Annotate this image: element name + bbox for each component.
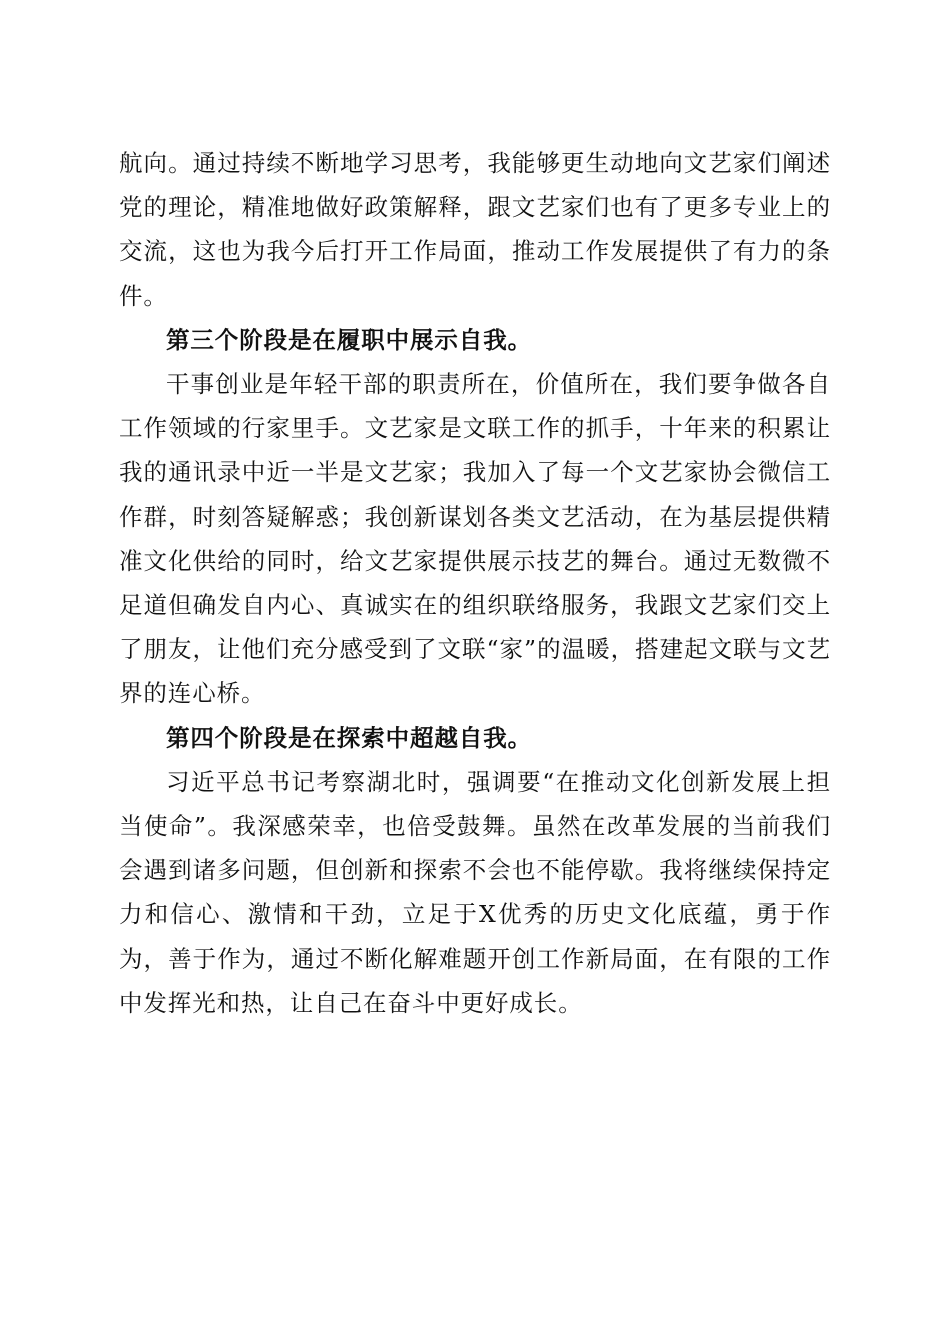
- paragraph-continued: 航向。通过持续不断地学习思考，我能够更生动地向文艺家们阐述党的理论，精准地做好政策解释，跟文艺家们也有了更多专业上的交流，这也为我今后打开工作局面，推动工作发展提供了有力的条件。: [119, 149, 831, 310]
- section-heading-stage-four: 第四个阶段是在探索中超越自我。: [166, 723, 532, 752]
- paragraph-stage-three: 干事创业是年轻干部的职责所在，价值所在，我们要争做各自工作领域的行家里手。文艺家是文联工作的抓手，十年来的积累让我的通讯录中近一半是文艺家；我加入了每一个文艺家协会微信工作群，时刻答疑解惑；我创新谋划各类文艺活动，在为基层提供精准文化供给的同时，给文艺家提供展示技艺的舞台。通过无数微不足道但确发自内心、真诚实在的组织联络服务，我跟文艺家们交上了朋友，让他们充分感受到了文联“家”的温暖，搭建起文联与文艺界的连心桥。: [119, 370, 831, 708]
- paragraph-stage-four: 习近平总书记考察湖北时，强调要“在推动文化创新发展上担当使命”。我深感荣幸，也倍受鼓舞。虽然在改革发展的当前我们会遇到诸多问题，但创新和探索不会也不能停歇。我将继续保持定力和信心、激情和干劲，立足于X优秀的历史文化底蕴，勇于作为，善于作为，通过不断化解难题开创工作新局面，在有限的工作中发挥光和热，让自己在奋斗中更好成长。: [119, 767, 831, 1017]
- document-body: [119, 141, 831, 1025]
- section-heading-stage-three: 第三个阶段是在履职中展示自我。: [166, 325, 532, 354]
